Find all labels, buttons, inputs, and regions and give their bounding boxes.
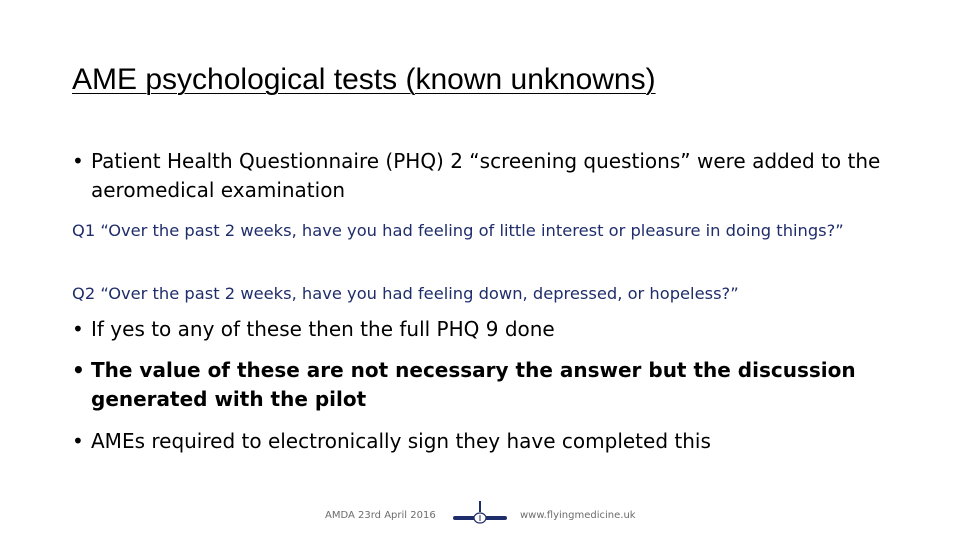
bullet-item-esign	[72, 427, 911, 456]
airplane-logo-icon	[450, 498, 510, 528]
bullet-marker: •	[72, 429, 84, 453]
bullet-text: The value of these are not necessary the answer but the discussion generated with the pilot	[91, 358, 856, 411]
bullet-marker: •	[72, 317, 84, 341]
footer-date: AMDA 23rd April 2016	[325, 510, 436, 521]
bullet-marker: •	[72, 358, 85, 382]
slide-title: AME psychological tests (known unknowns)	[72, 63, 656, 96]
bullet-text: Patient Health Questionnaire (PHQ) 2 “screening questions” were added to the aeromedical examination	[91, 149, 881, 202]
bullet-text: If yes to any of these then the full PHQ 9 done	[91, 317, 555, 341]
question-q1: Q1 “Over the past 2 weeks, have you had feeling of little interest or pleasure in doing things?”	[72, 221, 844, 240]
bullet-marker: •	[72, 149, 84, 173]
bullet-item-discussion	[72, 356, 911, 414]
question-q2: Q2 “Over the past 2 weeks, have you had feeling down, depressed, or hopeless?”	[72, 284, 739, 303]
bullet-item-phq9	[72, 315, 911, 344]
bullet-text: AMEs required to electronically sign they have completed this	[91, 429, 711, 453]
footer-website: www.flyingmedicine.uk	[520, 510, 636, 521]
bullet-item-phq2	[72, 147, 911, 205]
